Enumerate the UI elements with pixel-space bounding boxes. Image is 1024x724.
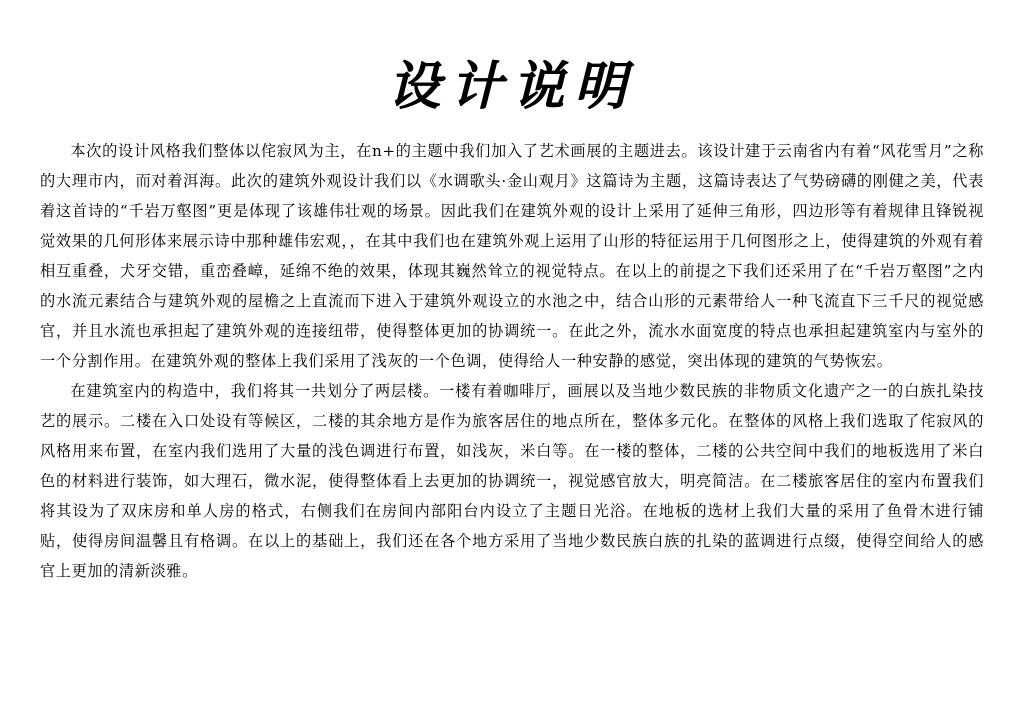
paragraph-2: 在建筑室内的构造中，我们将其一共划分了两层楼。一楼有着咖啡厅，画展以及当地少数民族的非物质文化遗产之一的白族扎染技艺的展示。二楼在入口处设有等候区，二楼的其余地方是作为旅客居住的地点所在，整体多元化。在整体的风格上我们选取了侘寂风的风格用来布置，在室内我们选用了大量的浅色调进行布置，如浅灰，米白等。在一楼的整体，二楼的公共空间中我们的地板选用了米白色的材料进行装饰，如大理石，微水泥，使得整体看上去更加的协调统一，视觉感官放大，明亮简洁。在二楼旅客居住的室内布置我们将其设为了双床房和单人房的格式，右侧我们在房间内部阳台内设立了主题日光浴。在地板的选材上我们大量的采用了鱼骨木进行铺贴，使得房间温馨且有格调。在以上的基础上，我们还在各个地方采用了当地少数民族白族的扎染的蓝调进行点缀，使得空间给人的感官上更加的清新淡雅。: [40, 382, 984, 581]
document-body: [34, 136, 990, 586]
paragraph-1: 本次的设计风格我们整体以侘寂风为主，在n+的主题中我们加入了艺术画展的主题进去。该设计建于云南省内有着“风花雪月”之称的大理市内，而对着洱海。此次的建筑外观设计我们以《水调歌头·金山观月》这篇诗为主题，这篇诗表达了气势磅礴的刚健之美，代表着这首诗的“千岩万壑图”更是体现了该雄伟壮观的场景。因此我们在建筑外观的设计上采用了延伸三角形，四边形等有着规律且锋锐视觉效果的几何形体来展示诗中那种雄伟宏观，，在其中我们也在建筑外观上运用了山形的特征运用于几何图形之上，使得建筑的外观有着相互重叠，犬牙交错，重峦叠嶂，延绵不绝的效果，体现其巍然耸立的视觉特点。在以上的前提之下我们还采用了在“千岩万壑图”之内的水流元素结合与建筑外观的屋檐之上直流而下进入于建筑外观设立的水池之中，结合山形的元素带给人一种飞流直下三千尺的视觉感官，并且水流也承担起了建筑外观的连接纽带，使得整体更加的协调统一。在此之外，流水水面宽度的特点也承担起建筑室内与室外的一个分割作用。在建筑外观的整体上我们采用了浅灰的一个色调，使得给人一种安静的感觉，突出体现的建筑的气势恢宏。: [40, 142, 984, 371]
page-title: 设计说明: [387, 56, 636, 117]
